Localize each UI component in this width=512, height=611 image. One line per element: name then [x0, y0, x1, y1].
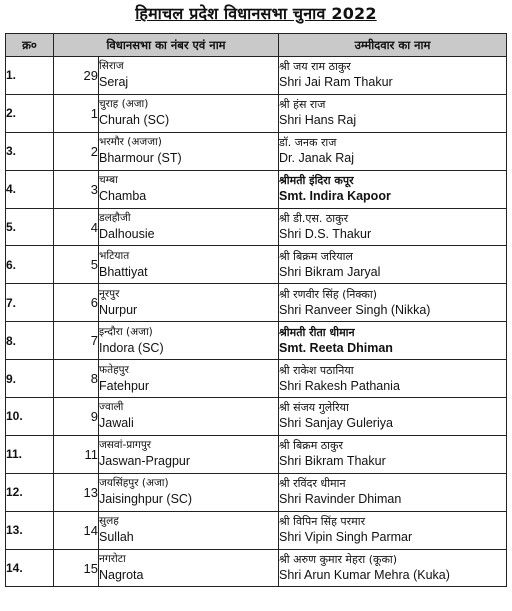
constituency-number: 3: [54, 170, 99, 208]
candidate-name: [279, 57, 507, 95]
candidate-name-hindi: श्रीमती इंदिरा कपूर: [279, 174, 354, 188]
constituency-name-english: Bharmour (ST): [99, 151, 182, 166]
table-row: [6, 473, 507, 511]
candidate-name-english: Shri Bikram Jaryal: [279, 264, 381, 279]
candidate-name-english: Shri Ranveer Singh (Nikka): [279, 302, 431, 317]
candidate-name-english: Shri Arun Kumar Mehra (Kuka): [279, 568, 450, 583]
serial-number: 11.: [6, 435, 54, 473]
serial-number: 14.: [6, 549, 54, 587]
serial-number: 13.: [6, 511, 54, 549]
constituency-number: 29: [54, 57, 99, 95]
constituency-name-english: Dalhousie: [99, 227, 155, 241]
table-row: [6, 208, 507, 246]
constituency-name-english: Indora (SC): [99, 340, 164, 355]
table-row: [6, 170, 507, 208]
constituency-name-english: Fatehpur: [99, 378, 150, 393]
candidate-table: [5, 33, 507, 587]
constituency-name-english: Seraj: [99, 75, 129, 90]
table-row: [6, 435, 507, 473]
constituency-name-hindi: इन्दौरा (अजा): [99, 325, 153, 338]
candidate-name-hindi: श्री संजय गुलेरिया: [279, 401, 349, 415]
constituency-name: [99, 284, 279, 322]
serial-number: 12.: [6, 473, 54, 511]
candidate-name-hindi: श्रीमती रीता धीमान: [279, 325, 355, 339]
constituency-name-english: Nurpur: [99, 302, 138, 317]
constituency-name-english: Churah (SC): [99, 113, 170, 128]
constituency-number: 13: [54, 473, 99, 511]
table-row: [6, 132, 507, 170]
constituency-name-english: Nagrota: [99, 568, 144, 583]
constituency-name-english: Bhattiyat: [99, 264, 148, 279]
constituency-number: 1: [54, 94, 99, 132]
constituency-name: [99, 473, 279, 511]
constituency-name-english: Jawali: [99, 416, 134, 431]
candidate-name: [279, 170, 507, 208]
constituency-name-hindi: भरमौर (अजजा): [99, 136, 162, 149]
constituency-number: 5: [54, 246, 99, 284]
candidate-name-english: Shri D.S. Thakur: [279, 227, 372, 241]
table-row: [6, 284, 507, 322]
table-row: [6, 94, 507, 132]
candidate-name-hindi: श्री हंस राज: [279, 98, 326, 112]
constituency-number: 7: [54, 322, 99, 360]
constituency-number: 15: [54, 549, 99, 587]
candidate-name-hindi: श्री बिक्रम ठाकुर: [279, 439, 343, 453]
constituency-name: [99, 360, 279, 398]
candidate-name-english: Smt. Indira Kapoor: [279, 189, 391, 204]
serial-number: 1.: [6, 57, 54, 95]
table-row: [6, 360, 507, 398]
candidate-name-hindi: श्री रणवीर सिंह (निक्का): [279, 287, 377, 301]
constituency-number: 14: [54, 511, 99, 549]
table-row: [6, 57, 507, 95]
candidate-name-hindi: डॉ. जनक राज: [279, 136, 337, 150]
candidate-name-hindi: श्री बिक्रम जरियाल: [279, 249, 353, 263]
candidate-name: [279, 208, 507, 246]
candidate-name: [279, 511, 507, 549]
constituency-name-hindi: ज्वाली: [99, 401, 124, 414]
serial-number: 10.: [6, 398, 54, 436]
constituency-name-hindi: सिराज: [99, 60, 124, 73]
serial-number: 4.: [6, 170, 54, 208]
constituency-name-hindi: जसवां-प्रागपुर: [99, 439, 152, 452]
candidate-name: [279, 360, 507, 398]
candidate-name-english: Shri Ravinder Dhiman: [279, 492, 402, 507]
serial-number: 7.: [6, 284, 54, 322]
candidate-name-hindi: श्री अरुण कुमार मेहरा (कूका): [279, 553, 398, 567]
table-row: [6, 511, 507, 549]
constituency-name: [99, 549, 279, 587]
constituency-name-english: Jaisinghpur (SC): [99, 492, 193, 507]
constituency-number: 6: [54, 284, 99, 322]
constituency-name-hindi: सुलह: [99, 515, 119, 528]
serial-number: 9.: [6, 360, 54, 398]
candidate-name-english: Shri Sanjay Guleriya: [279, 416, 393, 431]
serial-number: 8.: [6, 322, 54, 360]
candidate-name: [279, 94, 507, 132]
constituency-name-hindi: डलहौजी: [99, 212, 131, 224]
table-header-row: [6, 34, 507, 57]
constituency-name: [99, 322, 279, 360]
serial-number: 6.: [6, 246, 54, 284]
header-constituency: विधानसभा का नंबर एवं नाम: [54, 34, 279, 57]
header-serial: क्र०: [6, 34, 54, 57]
candidate-name-hindi: श्री राकेश पठानिया: [279, 363, 354, 377]
constituency-name: [99, 511, 279, 549]
constituency-name: [99, 398, 279, 436]
candidate-name: [279, 246, 507, 284]
candidate-name: [279, 284, 507, 322]
constituency-name-hindi: चुराह (अजा): [99, 98, 149, 111]
constituency-name: [99, 246, 279, 284]
candidate-name-english: Smt. Reeta Dhiman: [279, 340, 393, 355]
table-body: [6, 57, 507, 587]
constituency-name-english: Sullah: [99, 530, 134, 545]
candidate-name: [279, 322, 507, 360]
constituency-name-hindi: जयसिंहपुर (अजा): [99, 477, 169, 490]
candidate-name-hindi: श्री डी.एस. ठाकुर: [279, 212, 349, 225]
document-title: हिमाचल प्रदेश विधानसभा चुनाव 2022: [135, 4, 377, 23]
constituency-name: [99, 94, 279, 132]
constituency-number: 11: [54, 435, 99, 473]
candidate-name-hindi: श्री जय राम ठाकुर: [279, 60, 351, 74]
candidate-name-english: Shri Vipin Singh Parmar: [279, 530, 413, 545]
candidate-name-english: Shri Hans Raj: [279, 113, 357, 128]
constituency-number: 4: [54, 208, 99, 246]
constituency-number: 9: [54, 398, 99, 436]
serial-number: 2.: [6, 94, 54, 132]
table-row: [6, 398, 507, 436]
table-row: [6, 322, 507, 360]
table-row: [6, 246, 507, 284]
candidate-name: [279, 435, 507, 473]
constituency-name-english: Chamba: [99, 189, 147, 204]
constituency-name-english: Jaswan-Pragpur: [99, 454, 191, 469]
constituency-name: [99, 435, 279, 473]
constituency-name: [99, 208, 279, 246]
candidate-name: [279, 549, 507, 587]
constituency-name-hindi: नगरोटा: [99, 553, 126, 566]
constituency-name-hindi: नूरपुर: [99, 287, 120, 300]
constituency-name-hindi: चम्बा: [99, 174, 118, 187]
candidate-name-hindi: श्री विपिन सिंह परमार: [279, 515, 366, 529]
constituency-name: [99, 132, 279, 170]
constituency-name-hindi: भटियात: [99, 249, 130, 262]
constituency-name: [99, 170, 279, 208]
constituency-number: 2: [54, 132, 99, 170]
serial-number: 5.: [6, 208, 54, 246]
candidate-name-hindi: श्री रविंदर धीमान: [279, 477, 346, 491]
serial-number: 3.: [6, 132, 54, 170]
constituency-number: 8: [54, 360, 99, 398]
table-row: [6, 549, 507, 587]
constituency-name-hindi: फतेहपुर: [99, 363, 129, 376]
candidate-name: [279, 473, 507, 511]
header-candidate: उम्मीदवार का नाम: [279, 34, 507, 57]
candidate-name-english: Shri Bikram Thakur: [279, 454, 386, 469]
candidate-name-english: Shri Rakesh Pathania: [279, 378, 400, 393]
candidate-name-english: Shri Jai Ram Thakur: [279, 75, 393, 90]
constituency-name: [99, 57, 279, 95]
candidate-name: [279, 132, 507, 170]
candidate-name-english: Dr. Janak Raj: [279, 151, 355, 166]
candidate-name: [279, 398, 507, 436]
